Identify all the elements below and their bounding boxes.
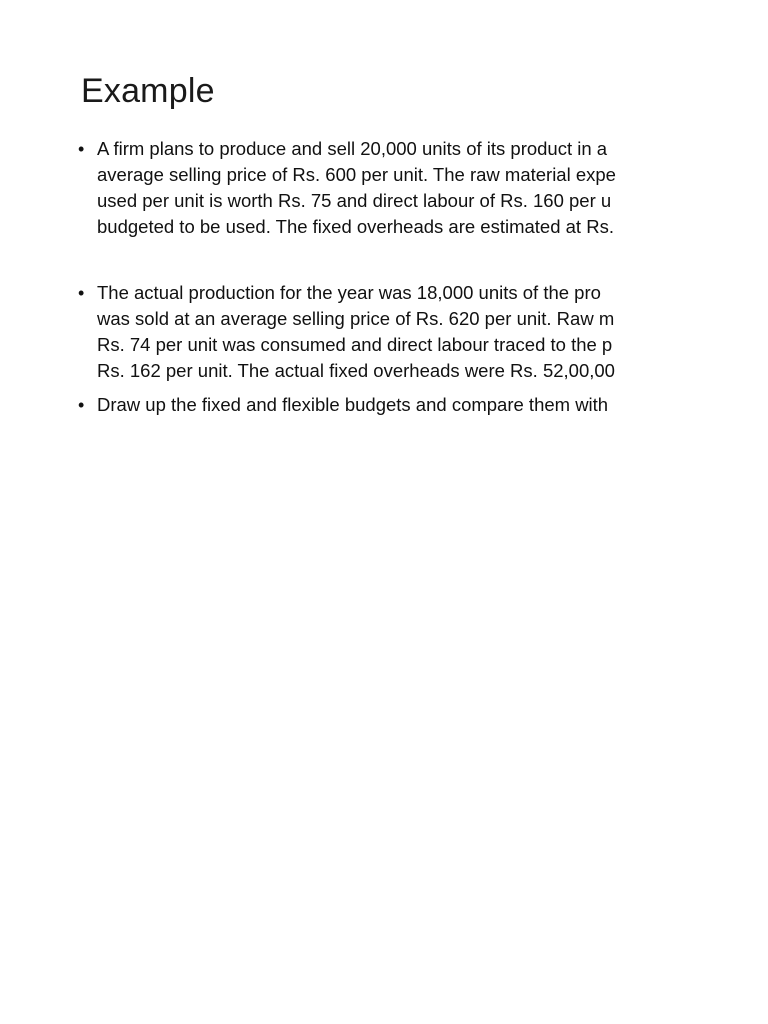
bullet-icon: • bbox=[78, 395, 85, 415]
bullet-text-line: A firm plans to produce and sell 20,000 units of its product in a bbox=[97, 138, 608, 159]
bullet-text-line: The actual production for the year was 18,000 units of the pro bbox=[97, 282, 601, 303]
bullet-text-line: was sold at an average selling price of Rs. 620 per unit. Raw m bbox=[97, 308, 615, 329]
bullet-text-line: budgeted to be used. The fixed overheads are estimated at Rs. bbox=[97, 216, 614, 237]
bullet-item bbox=[78, 392, 668, 418]
bullet-text-line: Rs. 74 per unit was consumed and direct labour traced to the p bbox=[97, 334, 613, 355]
slide-title: Example bbox=[81, 72, 215, 110]
bullet-text-line: used per unit is worth Rs. 75 and direct labour of Rs. 160 per u bbox=[97, 190, 612, 211]
bullet-icon: • bbox=[78, 283, 85, 303]
bullet-item bbox=[78, 136, 668, 240]
bullet-text-line: average selling price of Rs. 600 per unit. The raw material expe bbox=[97, 164, 616, 185]
bullet-text-line: Rs. 162 per unit. The actual fixed overheads were Rs. 52,00,00 bbox=[97, 360, 615, 381]
bullet-icon: • bbox=[78, 139, 85, 159]
bullet-text-line: Draw up the fixed and flexible budgets and compare them with bbox=[97, 394, 609, 415]
bullet-item bbox=[78, 280, 668, 384]
slide-content bbox=[78, 136, 668, 456]
